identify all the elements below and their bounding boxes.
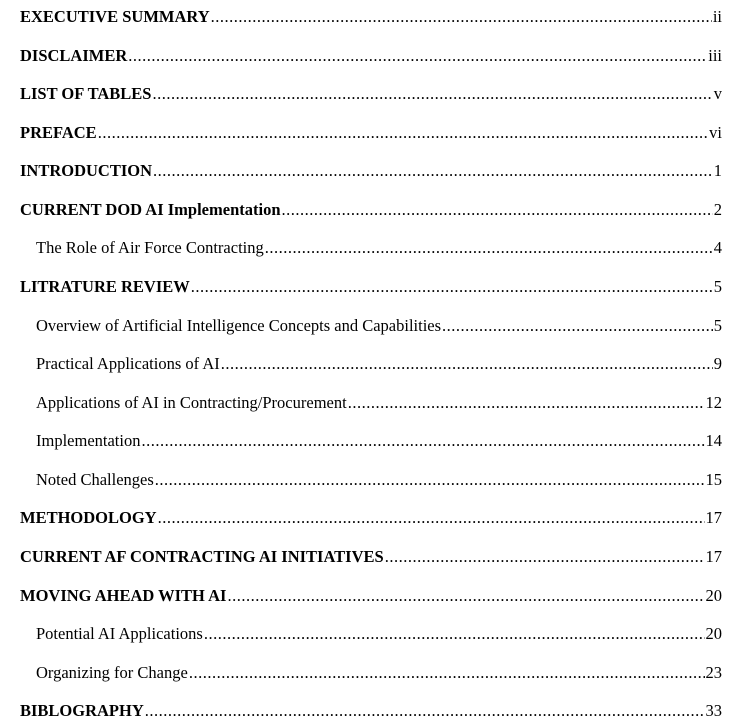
toc-entry-noted-challenges[interactable] — [36, 470, 722, 490]
toc-leader-dots — [155, 470, 705, 490]
toc-entry-label: Noted Challenges — [36, 470, 154, 489]
toc-leader-dots — [128, 46, 707, 66]
toc-entry-overview-ai-concepts[interactable] — [36, 316, 722, 336]
toc-entry-page: 17 — [705, 547, 722, 566]
toc-leader-dots — [158, 508, 705, 528]
toc-leader-dots — [145, 701, 705, 721]
toc-entry-disclaimer[interactable] — [20, 46, 722, 66]
toc-leader-dots — [141, 431, 704, 451]
toc-entry-page: 1 — [713, 161, 722, 180]
toc-leader-dots — [385, 547, 705, 567]
toc-entry-page: 20 — [705, 586, 722, 605]
toc-entry-label: Applications of AI in Contracting/Procurement — [36, 393, 347, 412]
toc-leader-dots — [221, 354, 713, 374]
toc-entry-organizing-for-change[interactable] — [36, 663, 722, 683]
toc-entry-page: 15 — [705, 470, 722, 489]
toc-entry-label: BIBLOGRAPHY — [20, 701, 144, 720]
toc-entry-page: 9 — [713, 354, 722, 373]
toc-leader-dots — [442, 316, 713, 336]
toc-leader-dots — [348, 393, 705, 413]
toc-leader-dots — [98, 123, 708, 143]
toc-leader-dots — [227, 586, 704, 606]
toc-entry-page: v — [713, 84, 722, 103]
toc-leader-dots — [211, 7, 712, 27]
toc-entry-page: 17 — [705, 508, 722, 527]
toc-leader-dots — [265, 238, 713, 258]
toc-entry-label: MOVING AHEAD WITH AI — [20, 586, 227, 605]
toc-entry-page: 5 — [713, 316, 722, 335]
toc-leader-dots — [204, 624, 705, 644]
toc-entry-label: INTRODUCTION — [20, 161, 153, 180]
toc-entry-role-of-air-force-contracting[interactable] — [36, 238, 722, 258]
toc-entry-practical-applications-ai[interactable] — [36, 354, 722, 374]
toc-entry-page: 14 — [705, 431, 722, 450]
toc-entry-page: 5 — [713, 277, 722, 296]
toc-entry-page: vi — [709, 123, 722, 142]
toc-entry-page: 2 — [713, 200, 722, 219]
toc-entry-page: 4 — [713, 238, 722, 257]
toc-entry-label: LIST OF TABLES — [20, 84, 152, 103]
toc-entry-bibliography[interactable] — [20, 701, 722, 721]
toc-entry-introduction[interactable] — [20, 161, 722, 181]
toc-entry-page: iii — [708, 46, 722, 65]
toc-entry-label: Implementation — [36, 431, 141, 450]
toc-entry-page: ii — [712, 7, 722, 26]
toc-entry-label: METHODOLOGY — [20, 508, 157, 527]
toc-entry-potential-ai-applications[interactable] — [36, 624, 722, 644]
toc-entry-literature-review[interactable] — [20, 277, 722, 297]
toc-entry-page: 33 — [705, 701, 722, 720]
toc-entry-page: 20 — [705, 624, 722, 643]
toc-leader-dots — [152, 84, 712, 104]
toc-entry-label: Potential AI Applications — [36, 624, 203, 643]
toc-entry-label: Organizing for Change — [36, 663, 188, 682]
toc-entry-label: LITRATURE REVIEW — [20, 277, 190, 296]
toc-entry-methodology[interactable] — [20, 508, 722, 528]
toc-entry-label: EXECUTIVE SUMMARY — [20, 7, 210, 26]
toc-leader-dots — [189, 663, 705, 683]
toc-leader-dots — [191, 277, 713, 297]
toc-entry-current-af-contracting-ai-initiatives[interactable] — [20, 547, 722, 567]
toc-entry-implementation[interactable] — [36, 431, 722, 451]
toc-entry-executive-summary[interactable] — [20, 7, 722, 27]
toc-entry-page: 12 — [705, 393, 722, 412]
toc-entry-label: The Role of Air Force Contracting — [36, 238, 264, 257]
toc-entry-list-of-tables[interactable] — [20, 84, 722, 104]
toc-leader-dots — [282, 200, 713, 220]
toc-entry-applications-ai-contracting[interactable] — [36, 393, 722, 413]
toc-entry-label: CURRENT AF CONTRACTING AI INITIATIVES — [20, 547, 384, 566]
toc-entry-current-dod-ai-implementation[interactable] — [20, 200, 722, 220]
toc-entry-preface[interactable] — [20, 123, 722, 143]
toc-entry-moving-ahead-with-ai[interactable] — [20, 586, 722, 606]
toc-entry-label: Overview of Artificial Intelligence Concepts and Capabilities — [36, 316, 442, 335]
toc-entry-label: PREFACE — [20, 123, 97, 142]
toc-entry-label: Practical Applications of AI — [36, 354, 220, 373]
toc-entry-label: CURRENT DOD AI Implementation — [20, 200, 281, 219]
toc-leader-dots — [153, 161, 713, 181]
toc-entry-page: 23 — [705, 663, 722, 682]
toc-entry-label: DISCLAIMER — [20, 46, 128, 65]
